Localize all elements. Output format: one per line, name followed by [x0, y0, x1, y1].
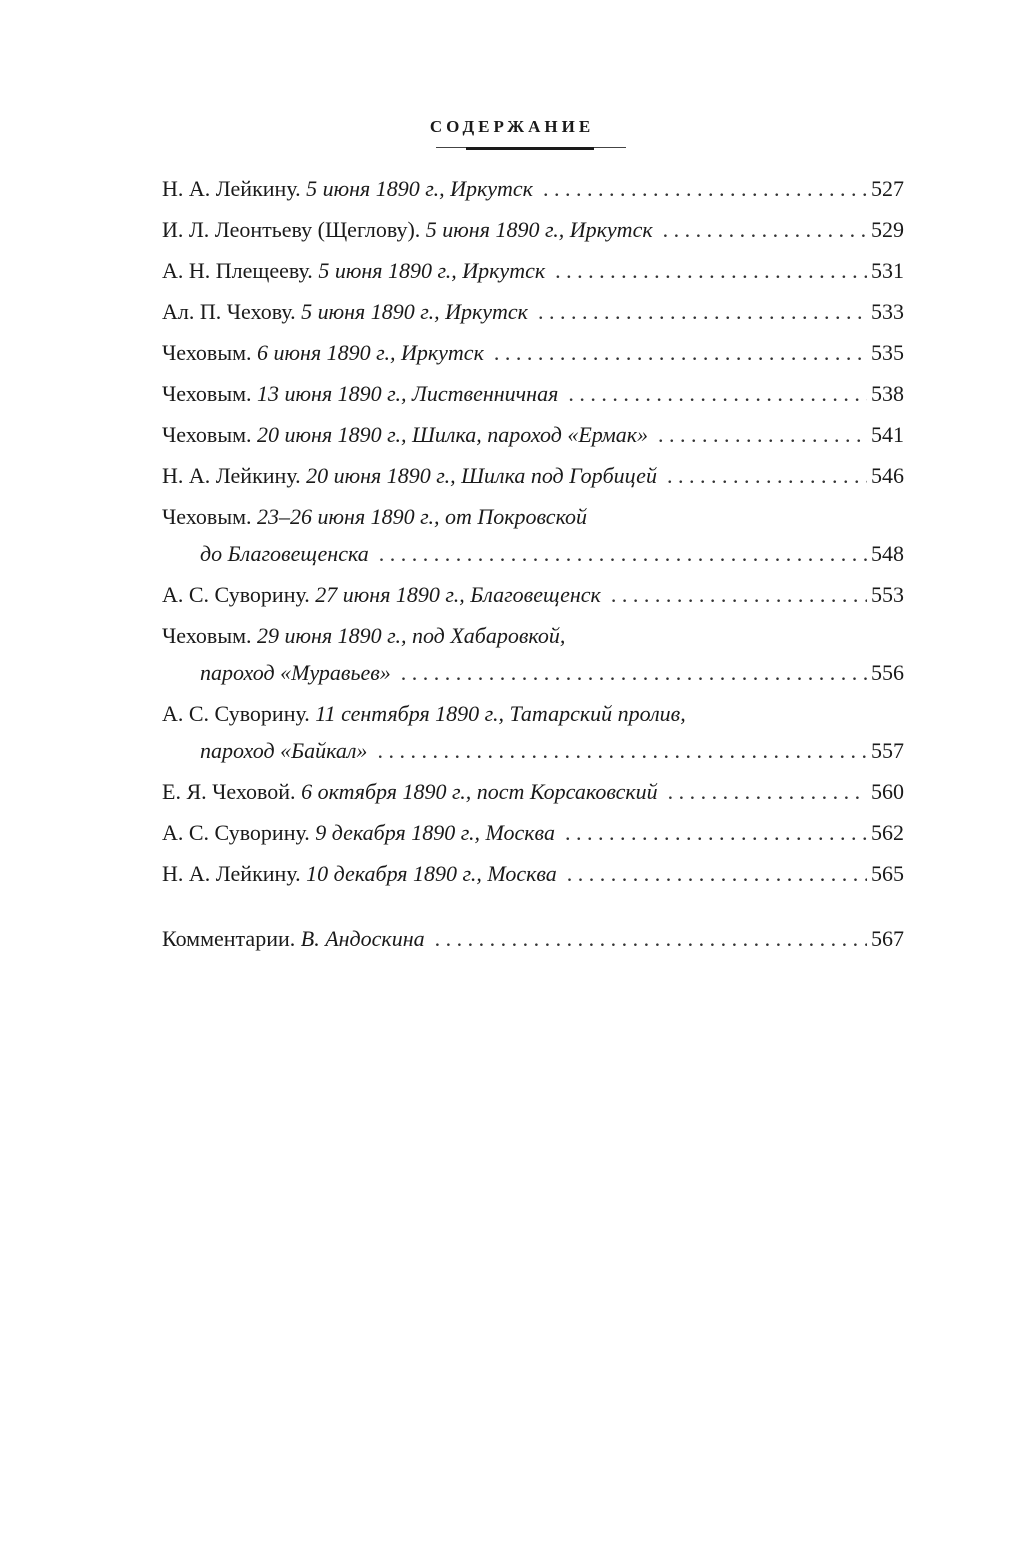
toc-details-continuation: до Благовещенска — [200, 541, 369, 566]
toc-entry — [162, 855, 904, 892]
dot-leader — [494, 334, 867, 371]
toc-entry-commentary — [162, 920, 904, 957]
toc-line — [162, 695, 904, 732]
toc-details: 5 июня 1890 г., Иркутск — [318, 258, 546, 283]
toc-details: 11 сентября 1890 г., Татарский пролив, — [315, 701, 686, 726]
toc-entry — [162, 617, 904, 691]
toc-page-number: 531 — [871, 258, 904, 283]
toc-line — [162, 252, 904, 289]
toc-details: 9 декабря 1890 г., Москва — [315, 820, 555, 845]
commentary-label: Комментарии. — [162, 926, 296, 951]
toc-details: 6 октября 1890 г., пост Корсаковский — [301, 779, 658, 804]
toc-recipient: А. С. Суворину. — [162, 582, 310, 607]
toc-recipient: Н. А. Лейкину. — [162, 463, 301, 488]
dot-leader — [377, 732, 867, 769]
toc-page-number: 553 — [871, 582, 904, 607]
dot-leader — [435, 920, 867, 957]
toc-page-number: 527 — [871, 176, 904, 201]
toc-recipient: А. Н. Плещееву. — [162, 258, 313, 283]
toc-line — [162, 498, 904, 535]
toc-entry — [162, 695, 904, 769]
toc-page-number: 567 — [871, 926, 904, 951]
toc-recipient: А. С. Суворину. — [162, 701, 310, 726]
toc-entry — [162, 814, 904, 851]
toc-page-number: 546 — [871, 463, 904, 488]
toc-details: 5 июня 1890 г., Иркутск — [306, 176, 533, 201]
toc-page-number: 562 — [871, 820, 904, 845]
toc-page-number: 535 — [871, 340, 904, 365]
toc-recipient: Ал. П. Чехову. — [162, 299, 296, 324]
toc-entry — [162, 416, 904, 453]
toc-details: 20 июня 1890 г., Шилка под Горбицей — [306, 463, 657, 488]
toc-line — [162, 170, 904, 207]
toc-entry — [162, 293, 904, 330]
toc-entry — [162, 457, 904, 494]
toc-recipient: Чеховым. — [162, 623, 252, 648]
toc-recipient: Е. Я. Чеховой. — [162, 779, 296, 804]
dot-leader — [667, 457, 867, 494]
toc-line — [162, 211, 904, 248]
toc-line — [162, 293, 904, 330]
toc-page-number: 565 — [871, 861, 904, 886]
dot-leader — [568, 375, 867, 412]
toc-line — [162, 617, 904, 654]
toc-entry — [162, 334, 904, 371]
toc-details: 29 июня 1890 г., под Хабаровкой, — [257, 623, 566, 648]
toc-line-continuation — [162, 535, 904, 572]
toc-recipient: Н. А. Лейкину. — [162, 861, 301, 886]
dot-leader — [538, 293, 867, 330]
toc-recipient: Чеховым. — [162, 381, 252, 406]
dot-leader — [401, 654, 867, 691]
dot-leader — [668, 773, 867, 810]
toc-line — [162, 773, 904, 810]
toc-line-continuation — [162, 732, 904, 769]
toc-recipient: А. С. Суворину. — [162, 820, 310, 845]
toc-line — [162, 334, 904, 371]
toc-details: 23–26 июня 1890 г., от Покровской — [257, 504, 588, 529]
toc-entry — [162, 211, 904, 248]
toc-line — [162, 814, 904, 851]
toc-line-continuation — [162, 654, 904, 691]
toc-recipient: Чеховым. — [162, 504, 252, 529]
toc-line — [162, 375, 904, 412]
toc-entry — [162, 498, 904, 572]
toc-details: 10 декабря 1890 г., Москва — [306, 861, 557, 886]
toc-details-continuation: пароход «Байкал» — [200, 738, 368, 763]
toc-line — [162, 416, 904, 453]
toc-entry — [162, 773, 904, 810]
toc-entry — [162, 252, 904, 289]
dot-leader — [565, 814, 867, 851]
toc-line — [162, 576, 904, 613]
toc-details: 5 июня 1890 г., Иркутск — [301, 299, 528, 324]
toc-page-number: 557 — [871, 738, 904, 763]
toc-details: 20 июня 1890 г., Шилка, пароход «Ермак» — [257, 422, 649, 447]
dot-leader — [543, 170, 867, 207]
toc-line — [162, 920, 904, 957]
toc-recipient: И. Л. Леонтьеву (Щеглову). — [162, 217, 421, 242]
commentary-author: В. Андоскина — [300, 926, 425, 951]
toc-page-number: 560 — [871, 779, 904, 804]
toc-recipient: Н. А. Лейкину. — [162, 176, 301, 201]
toc-line — [162, 855, 904, 892]
page-title: СОДЕРЖАНИЕ — [429, 117, 595, 136]
toc-line — [162, 457, 904, 494]
toc-details: 6 июня 1890 г., Иркутск — [257, 340, 484, 365]
toc-entry — [162, 170, 904, 207]
toc-recipient: Чеховым. — [162, 422, 252, 447]
toc-page-number: 538 — [871, 381, 904, 406]
toc-page-number: 556 — [871, 660, 904, 685]
table-of-contents — [162, 170, 904, 961]
dot-leader — [611, 576, 867, 613]
toc-details-continuation: пароход «Муравьев» — [200, 660, 391, 685]
toc-recipient: Чеховым. — [162, 340, 252, 365]
dot-leader — [658, 416, 867, 453]
dot-leader — [567, 855, 867, 892]
toc-page-number: 529 — [871, 217, 904, 242]
toc-entry — [162, 576, 904, 613]
toc-details: 27 июня 1890 г., Благовещенск — [315, 582, 601, 607]
dot-leader — [555, 252, 867, 289]
toc-details: 13 июня 1890 г., Лиственничная — [257, 381, 559, 406]
toc-details: 5 июня 1890 г., Иркутск — [425, 217, 653, 242]
dot-leader — [663, 211, 867, 248]
title-rule-accent — [466, 147, 594, 150]
toc-page-number: 533 — [871, 299, 904, 324]
toc-page-number: 541 — [871, 422, 904, 447]
toc-page-number: 548 — [871, 541, 904, 566]
toc-entry — [162, 375, 904, 412]
dot-leader — [379, 535, 867, 572]
